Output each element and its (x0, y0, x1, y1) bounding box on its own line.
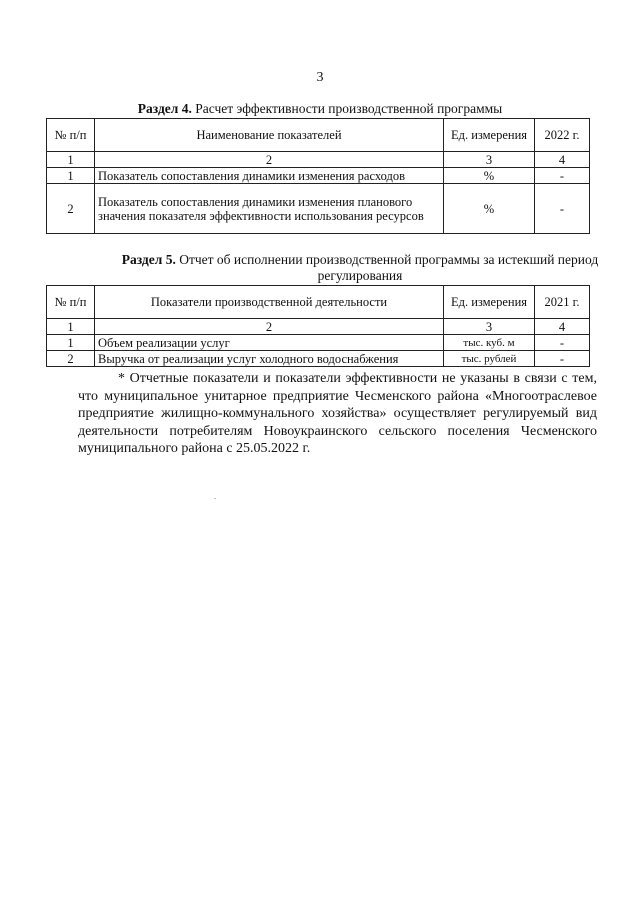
s5-colnum-3: 3 (444, 319, 535, 335)
table-row (47, 351, 590, 367)
s4-row2-value: - (535, 184, 590, 234)
section5-title (110, 252, 610, 284)
s5-header-year: 2021 г. (535, 286, 590, 319)
section4-table (46, 118, 590, 234)
s4-row1-value: - (535, 168, 590, 184)
scan-speck (214, 498, 216, 499)
s4-row2-unit: % (444, 184, 535, 234)
s4-header-name: Наименование показателей (95, 119, 444, 152)
s5-header-num: № п/п (47, 286, 95, 319)
s5-row1-num: 1 (47, 335, 95, 351)
section4-header-row (47, 119, 590, 152)
section4-title (40, 101, 600, 117)
s4-header-year: 2022 г. (535, 119, 590, 152)
s5-header-unit: Ед. измерения (444, 286, 535, 319)
s5-colnum-4: 4 (535, 319, 590, 335)
s4-header-num: № п/п (47, 119, 95, 152)
section5-title-text: Отчет об исполнении производственной программы за истекший период регулирования (175, 252, 599, 283)
section5-number-row (47, 319, 590, 335)
s5-row1-name: Объем реализации услуг (95, 335, 444, 351)
footnote: * Отчетные показатели и показатели эффективности не указаны в связи с тем, что муниципальное унитарное предприятие Чесменского района «Многоотраслевое предприятие жилищно-коммунального хозяйства» осуществляет регулируемый вид деятельности потребителям Новоукраинского сельского поселения Чесменского муниципального района с 25.05.2022 г. (78, 371, 597, 456)
s4-colnum-3: 3 (444, 152, 535, 168)
table-row (47, 168, 590, 184)
s5-row2-name: Выручка от реализации услуг холодного водоснабжения (95, 351, 444, 367)
s4-row1-num: 1 (47, 168, 95, 184)
s5-row1-unit: тыс. куб. м (444, 335, 535, 351)
section5-header-row (47, 286, 590, 319)
s5-row1-value: - (535, 335, 590, 351)
section4-number-row (47, 152, 590, 168)
section5-table (46, 285, 590, 367)
s5-row2-num: 2 (47, 351, 95, 367)
s5-row2-unit: тыс. рублей (444, 351, 535, 367)
s4-colnum-1: 1 (47, 152, 95, 168)
section4-title-bold: Раздел 4. (137, 101, 192, 116)
s5-colnum-2: 2 (95, 319, 444, 335)
s4-row1-name: Показатель сопоставления динамики изменения расходов (95, 168, 444, 184)
s4-header-unit: Ед. измерения (444, 119, 535, 152)
s5-colnum-1: 1 (47, 319, 95, 335)
s4-colnum-4: 4 (535, 152, 590, 168)
section5-title-bold: Раздел 5. (121, 252, 176, 267)
section4-title-text: Расчет эффективности производственной программы (191, 101, 503, 116)
table-row (47, 335, 590, 351)
s4-row1-unit: % (444, 168, 535, 184)
s5-row2-value: - (535, 351, 590, 367)
s5-header-name: Показатели производственной деятельности (95, 286, 444, 319)
s4-colnum-2: 2 (95, 152, 444, 168)
page-number: 3 (316, 70, 324, 85)
s4-row2-name: Показатель сопоставления динамики изменения планового значения показателя эффективности использования ресурсов (95, 184, 444, 234)
table-row (47, 184, 590, 234)
s4-row2-num: 2 (47, 184, 95, 234)
